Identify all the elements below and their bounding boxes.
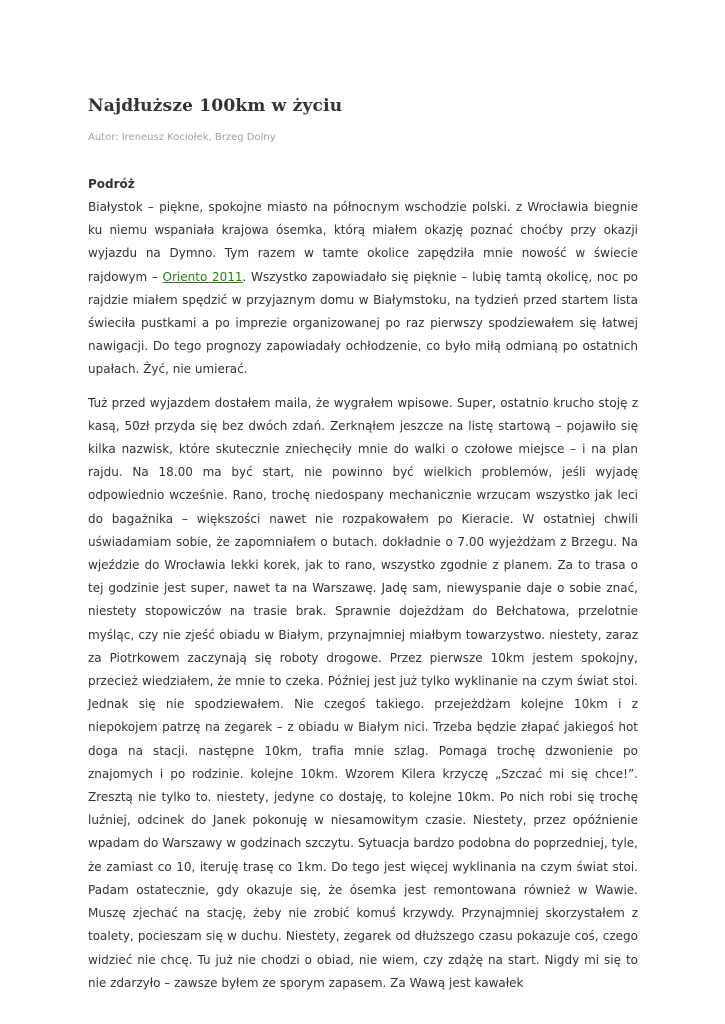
- section-heading: Podróż: [88, 177, 135, 191]
- oriento-2011-link[interactable]: Oriento 2011: [162, 269, 243, 284]
- document-page: [88, 96, 638, 995]
- paragraph-2: Tuż przed wyjazdem dostałem maila, że wygrałem wpisowe. Super, ostatnio krucho stoję z kasą, 50zł przyda się bez dwóch zdań. Zerknąłem jeszcze na listę startową – pojawiło się kilka nazwisk, które skutecznie zniechęciły mnie do walki o czołowe miejsce – i na plan rajdu. Na 18.00 ma być start, nie powinno być wielkich problemów, jeśli wyjadę odpowiednio wcześnie. Rano, trochę niedospany mechanicznie wrzucam wszystko jak leci do bagażnika – większości nawet nie rozpakowałem po Kieracie. W ostatniej chwili uświadamiam sobie, że zapomniałem o butach. dokładnie o 7.00 wyjeżdżam z Brzegu. Na wjeździe do Wrocławia lekki korek, jak to rano, wszystko zgodnie z planem. Za to trasa o tej godzinie jest super, nawet ta na Warszawę. Jadę sam, niewyspanie daje o sobie znać, niestety stopowiczów na trasie brak. Sprawnie dojeżdżam do Bełchatowa, przelotnie myśląc, czy nie zjeść obiadu w Białym, przynajmniej miałbym towarzystwo. niestety, zaraz za Piotrkowem zaczynają się roboty drogowe. Przez pierwsze 10km jestem spokojny, przecież wiedziałem, że mnie to czeka. Później jest już tylko wyklinanie na czym świat stoi. Jednak się nie spodziewałem. Nie czegoś takiego. przejeżdżam kolejne 10km i z niepokojem patrzę na zegarek – z obiadu w Białym nici. Trzeba będzie złapać jakiegoś hot doga na stacji. następne 10km, trafia mnie szlag. Pomaga trochę dzwonienie po znajomych i po rodzinie. kolejne 10km. Wzorem Kilera krzyczę „Szczać mi się chce!”. Zresztą nie tylko to. niestety, jedyne co dostaję, to kolejne 10km. Po nich robi się trochę luźniej, odcinek do Janek pokonuję w niesamowitym czasie. Niestety, przez opóźnienie wpadam do Warszawy w godzinach szczytu. Sytuacja bardzo podobna do poprzedniej, tyle, że zamiast co 10, iteruję trasę co 1km. Do tego jest więcej wyklinania na czym świat stoi. Padam ostatecznie, gdy okazuje się, że ósemka jest remontowana również w Wawie. Muszę zjechać na stację, żeby nie zrobić komuś krzywdy. Przynajmniej skorzystałem z toalety, pocieszam się w duchu. Niestety, zegarek od dłuższego czasu pokazuje coś, czego widzieć nie chcę. Tu już nie chodzi o obiad, nie wiem, czy zdążę na start. Nigdy mi się to nie zdarzyło – zawsze byłem ze sporym zapasem. Za Wawą jest kawałek: [88, 395, 638, 990]
- article-author: Autor: Ireneusz Kociołek, Brzeg Dolny: [88, 132, 276, 143]
- paragraph-1-text-a: Białystok – piękne, spokojne miasto na północnym wschodzie polski. z Wrocławia biegnie ku niemu wspaniała krajowa ósemka, którą miałem okazję poznać choćby przy okazji wyjazdu na Dymno. Tym razem w tamte okolice zapędziła mnie nowość w świecie rajdowym –: [88, 200, 638, 284]
- article-title: Najdłuższe 100km w życiu: [88, 96, 343, 116]
- paragraph-1: [88, 196, 638, 382]
- paragraph-1-text-b: . Wszystko zapowiadało się pięknie – lubię tamtą okolicę, noc po rajdzie miałem spędzić w przyjaznym domu w Białymstoku, na tydzień przed startem lista świeciła pustkami a po imprezie organizowanej po raz pierwszy spodziewałem się łatwej nawigacji. Do tego prognozy zapowiadały ochłodzenie, co było miłą odmianą po ostatnich upałach. Żyć, nie umierać.: [88, 269, 638, 377]
